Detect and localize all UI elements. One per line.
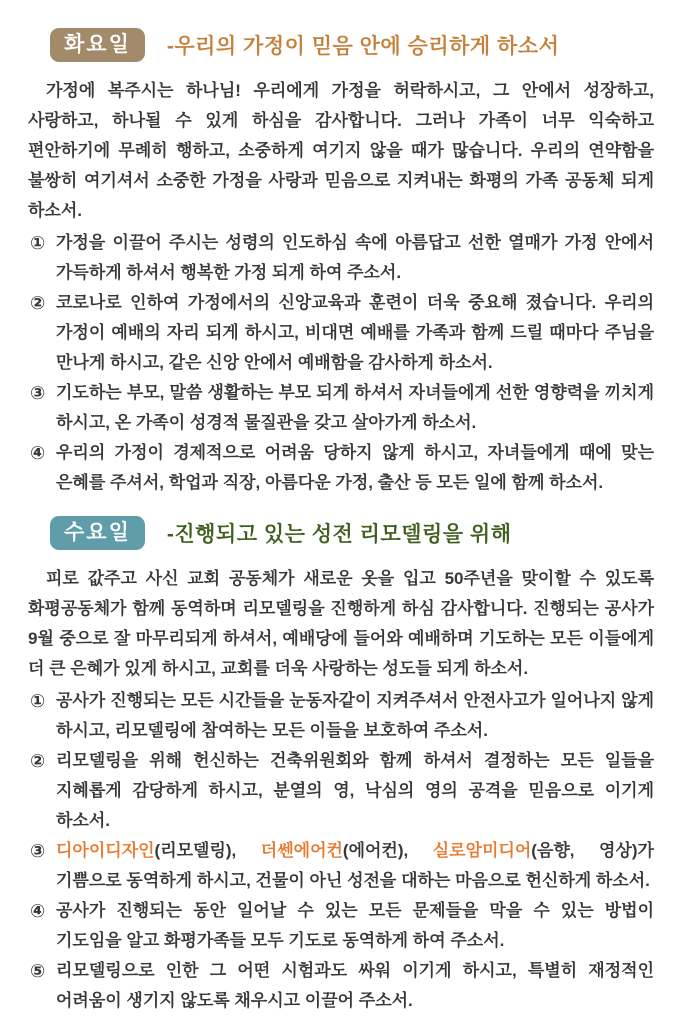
section-header xyxy=(50,516,654,550)
item-text-segment: (리모델링), xyxy=(154,841,261,861)
item-text xyxy=(56,288,654,378)
item-number: ③ xyxy=(30,383,46,404)
item-text xyxy=(56,378,654,438)
prayer-item xyxy=(28,438,654,498)
item-number: ④ xyxy=(30,901,46,922)
item-text-segment: (음향, 영상)가 기쁨으로 동역하게 하시고, 건물이 아닌 성전을 대하는 마음으로 헌신하게 하소서. xyxy=(56,841,654,891)
prayer-item xyxy=(28,836,654,896)
section-header xyxy=(50,28,654,62)
item-text xyxy=(56,896,654,956)
item-text xyxy=(56,228,654,288)
section-tuesday xyxy=(28,28,654,498)
section-title: -우리의 가정이 믿음 안에 승리하게 하소서 xyxy=(166,35,560,59)
prayer-item-list xyxy=(28,228,654,498)
item-number: ② xyxy=(30,293,46,314)
item-text-segment: 공사가 진행되는 모든 시간들을 눈동자같이 지켜주셔서 안전사고가 일어나지 않게 하시고, 리모델링에 참여하는 모든 이들을 보호하여 주소서. xyxy=(56,691,654,741)
item-text xyxy=(56,686,654,746)
item-text xyxy=(56,836,654,896)
item-number: ② xyxy=(30,751,46,772)
item-number: ③ xyxy=(30,841,46,862)
item-number: ⑤ xyxy=(30,961,46,982)
intro-paragraph: 피로 값주고 사신 교회 공동체가 새로운 옷을 입고 50주년을 맞이할 수 있도록 화평공동체가 함께 동역하며 리모델링을 진행하게 하심 감사합니다. 진행되는 공사가 9월 중으로 잘 마무리되게 하셔서, 예배당에 들어와 예배하며 기도하는 모든 이들에게 더 큰 은혜가 있게 하시고, 교회를 더욱 사랑하는 성도들 되게 하소서. xyxy=(28,569,654,679)
vendor-name-highlight: 디아이디자인 xyxy=(56,841,155,861)
item-text-segment: 코로나로 인하여 가정에서의 신앙교육과 훈련이 더욱 중요해 졌습니다. 우리의 가정이 예배의 자리 되게 하시고, 비대면 예배를 가족과 함께 드릴 때마다 주님을 만나게 하시고, 같은 신앙 안에서 예배함을 감사하게 하소서. xyxy=(56,293,654,373)
prayer-item xyxy=(28,378,654,438)
prayer-item xyxy=(28,956,654,1016)
item-text-segment: 우리의 가정이 경제적으로 어려움 당하지 않게 하시고, 자녀들에게 때에 맞는 은혜를 주셔서, 학업과 직장, 아름다운 가정, 출산 등 모든 일에 함께 하소서. xyxy=(56,443,654,493)
prayer-item xyxy=(28,896,654,956)
item-number: ④ xyxy=(30,443,46,464)
item-text-segment: 리모델링을 위해 헌신하는 건축위원회와 함께 하셔서 결정하는 모든 일들을 지혜롭게 감당하게 하시고, 분열의 영, 낙심의 영의 공격을 믿음으로 이기게 하소서. xyxy=(56,751,654,831)
prayer-item xyxy=(28,228,654,288)
item-text xyxy=(56,438,654,498)
prayer-item xyxy=(28,746,654,836)
day-badge-tuesday: 화요일 xyxy=(50,28,145,62)
day-badge-wednesday: 수요일 xyxy=(50,516,145,550)
item-number: ① xyxy=(30,691,46,712)
section-wednesday xyxy=(28,516,654,1016)
section-title: -진행되고 있는 성전 리모델링을 위해 xyxy=(166,523,512,547)
prayer-item xyxy=(28,686,654,746)
item-text xyxy=(56,956,654,1016)
item-text-segment: 공사가 진행되는 동안 일어날 수 있는 모든 문제들을 막을 수 있는 방법이 기도임을 알고 화평가족들 모두 기도로 동역하게 하여 주소서. xyxy=(56,901,654,951)
vendor-name-highlight: 실로암미디어 xyxy=(432,841,532,861)
item-text-segment: 리모델링으로 인한 그 어떤 시험과도 싸워 이기게 하시고, 특별히 재정적인 어려움이 생기지 않도록 채우시고 이끌어 주소서. xyxy=(56,961,654,1011)
prayer-item-list xyxy=(28,686,654,1016)
item-text-segment: (에어컨), xyxy=(342,841,433,861)
intro-paragraph: 가정에 복주시는 하나님! 우리에게 가정을 허락하시고, 그 안에서 성장하고, 사랑하고, 하나될 수 있게 하심을 감사합니다. 그러나 가족이 너무 익숙하고 편안하기에 무례히 행하고, 소중하게 여기지 않을 때가 많습니다. 우리의 연약함을 불쌍히 여기셔서 소중한 가정을 사랑과 믿음으로 지켜내는 화평의 가족 공동체 되게 하소서. xyxy=(28,81,654,221)
item-text xyxy=(56,746,654,836)
prayer-item xyxy=(28,288,654,378)
item-number: ① xyxy=(30,233,46,254)
vendor-name-highlight: 더쎈에어컨 xyxy=(260,841,343,861)
item-text-segment: 기도하는 부모, 말씀 생활하는 부모 되게 하셔서 자녀들에게 선한 영향력을 끼치게 하시고, 온 가족이 성경적 물질관을 갖고 살아가게 하소서. xyxy=(56,383,654,433)
item-text-segment: 가정을 이끌어 주시는 성령의 인도하심 속에 아름답고 선한 열매가 가정 안에서 가득하게 하셔서 행복한 가정 되게 하여 주소서. xyxy=(56,233,654,283)
